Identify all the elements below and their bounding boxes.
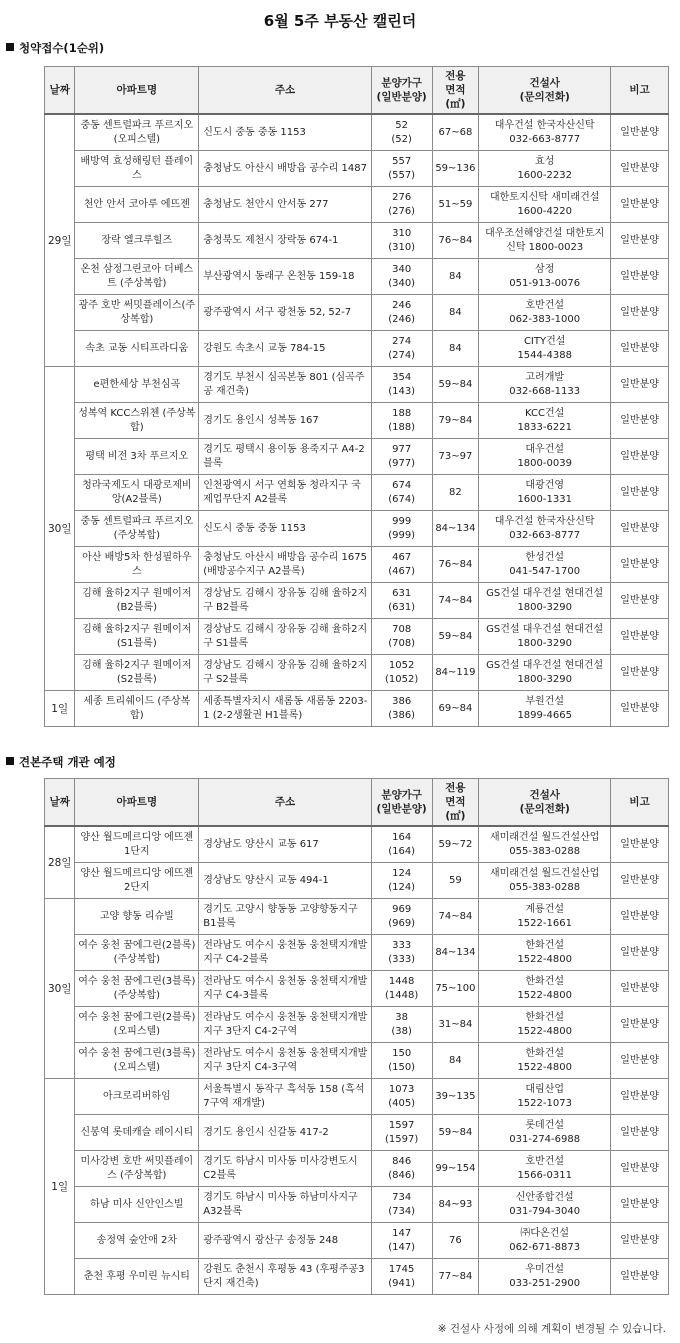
area-range: 59~84 <box>432 619 479 655</box>
area-range: 51~59 <box>432 187 479 223</box>
table-row <box>45 1259 669 1295</box>
table-row <box>45 583 669 619</box>
header-note: 비고 <box>611 67 669 115</box>
apartment-name: 송정역 숲안애 2차 <box>75 1223 199 1259</box>
header-address: 주소 <box>199 779 371 827</box>
address: 전라남도 여수시 웅천동 웅천택지개발지구 C4-3블록 <box>199 971 371 1007</box>
subscription-table <box>44 66 669 727</box>
units-count: 977 (977) <box>371 439 432 475</box>
address: 신도시 중동 중동 1153 <box>199 511 371 547</box>
address: 강원도 춘천시 후평동 43 (후평주공3단지 재건축) <box>199 1259 371 1295</box>
date-cell: 29일 <box>45 114 75 367</box>
square-bullet-icon <box>6 757 14 765</box>
area-range: 79~84 <box>432 403 479 439</box>
note-type: 일반분양 <box>611 1187 669 1223</box>
units-count: 276 (276) <box>371 187 432 223</box>
apartment-name: 중동 센트럴파크 푸르지오 (오피스텔) <box>75 114 199 151</box>
note-type: 일반분양 <box>611 187 669 223</box>
builder-contact: 대우조선해양건설 대한토지신탁 1800-0023 <box>479 223 611 259</box>
note-type: 일반분양 <box>611 1151 669 1187</box>
builder-contact: 대한토지신탁 새미래건설 1600-4220 <box>479 187 611 223</box>
builder-contact: 한화건설 1522-4800 <box>479 971 611 1007</box>
builder-contact: 한화건설 1522-4800 <box>479 935 611 971</box>
note-type: 일반분양 <box>611 691 669 727</box>
units-count: 274 (274) <box>371 331 432 367</box>
units-count: 188 (188) <box>371 403 432 439</box>
units-count: 246 (246) <box>371 295 432 331</box>
area-range: 59~84 <box>432 1115 479 1151</box>
square-bullet-icon <box>6 43 14 51</box>
apartment-name: 평택 비전 3차 푸르지오 <box>75 439 199 475</box>
header-units: 분양가구 (일반분양) <box>371 779 432 827</box>
note-type: 일반분양 <box>611 1115 669 1151</box>
apartment-name: 춘천 후평 우미린 뉴시티 <box>75 1259 199 1295</box>
builder-contact: 새미래건설 월드건설산업 055-383-0288 <box>479 863 611 899</box>
builder-contact: 새미래건설 월드건설산업 055-383-0288 <box>479 826 611 863</box>
address: 충청남도 아산시 배방읍 공수리 1487 <box>199 151 371 187</box>
area-range: 67~68 <box>432 114 479 151</box>
units-count: 734 (734) <box>371 1187 432 1223</box>
address: 경상남도 김해시 장유동 김해 율하2지구 S2블록 <box>199 655 371 691</box>
note-type: 일반분양 <box>611 863 669 899</box>
section-title-text: 청약접수(1순위) <box>19 41 105 55</box>
area-range: 59~72 <box>432 826 479 863</box>
units-count: 340 (340) <box>371 259 432 295</box>
apartment-name: 아크로리버하임 <box>75 1079 199 1115</box>
apartment-name: 아산 배방5차 한성필하우스 <box>75 547 199 583</box>
note-type: 일반분양 <box>611 295 669 331</box>
units-count: 999 (999) <box>371 511 432 547</box>
header-units: 분양가구 (일반분양) <box>371 67 432 115</box>
area-range: 84 <box>432 259 479 295</box>
note-type: 일반분양 <box>611 475 669 511</box>
section-title-model-house <box>6 754 116 770</box>
table-row <box>45 863 669 899</box>
table-row <box>45 1043 669 1079</box>
header-apartment: 아파트명 <box>75 779 199 827</box>
apartment-name: 광주 호반 써밋플레이스(주상복합) <box>75 295 199 331</box>
apartment-name: 고양 향동 리슈빌 <box>75 899 199 935</box>
units-count: 147 (147) <box>371 1223 432 1259</box>
table-row <box>45 691 669 727</box>
apartment-name: 김해 율하2지구 원메이저(B2블록) <box>75 583 199 619</box>
address: 경상남도 양산시 교동 617 <box>199 826 371 863</box>
table-row <box>45 899 669 935</box>
units-count: 1073 (405) <box>371 1079 432 1115</box>
builder-contact: GS건설 대우건설 현대건설 1800-3290 <box>479 655 611 691</box>
builder-contact: 우미건설 033-251-2900 <box>479 1259 611 1295</box>
area-range: 84~134 <box>432 935 479 971</box>
builder-contact: 신안종합건설 031-794-3040 <box>479 1187 611 1223</box>
header-area: 전용 면적 (㎡) <box>432 779 479 827</box>
area-range: 31~84 <box>432 1007 479 1043</box>
area-range: 39~135 <box>432 1079 479 1115</box>
note-type: 일반분양 <box>611 899 669 935</box>
note-type: 일반분양 <box>611 511 669 547</box>
table-row <box>45 439 669 475</box>
header-date: 날짜 <box>45 67 75 115</box>
area-range: 59 <box>432 863 479 899</box>
builder-contact: CITY건설 1544-4388 <box>479 331 611 367</box>
address: 전라남도 여수시 웅천동 웅천택지개발지구 C4-2블록 <box>199 935 371 971</box>
apartment-name: 김해 율하2지구 원메이저(S2블록) <box>75 655 199 691</box>
table-row <box>45 475 669 511</box>
date-cell: 30일 <box>45 899 75 1079</box>
header-builder: 건설사 (문의전화) <box>479 67 611 115</box>
apartment-name: 여수 웅천 꿈에그린(2블록) (주상복합) <box>75 935 199 971</box>
units-count: 708 (708) <box>371 619 432 655</box>
units-count: 674 (674) <box>371 475 432 511</box>
apartment-name: 천안 안서 코아루 에뜨젠 <box>75 187 199 223</box>
area-range: 76 <box>432 1223 479 1259</box>
table-row <box>45 259 669 295</box>
units-count: 467 (467) <box>371 547 432 583</box>
table-row <box>45 511 669 547</box>
table-row <box>45 655 669 691</box>
area-range: 77~84 <box>432 1259 479 1295</box>
table-row <box>45 367 669 403</box>
table-header-row <box>45 779 669 827</box>
area-range: 74~84 <box>432 583 479 619</box>
address: 신도시 중동 중동 1153 <box>199 114 371 151</box>
units-count: 354 (143) <box>371 367 432 403</box>
apartment-name: 미사강변 호반 써밋플레이스 (주상복합) <box>75 1151 199 1187</box>
address: 전라남도 여수시 웅천동 웅천택지개발지구 3단지 C4-2구역 <box>199 1007 371 1043</box>
area-range: 59~84 <box>432 367 479 403</box>
table-row <box>45 114 669 151</box>
area-range: 76~84 <box>432 547 479 583</box>
apartment-name: 여수 웅천 꿈에그린(3블록) (주상복합) <box>75 971 199 1007</box>
note-type: 일반분양 <box>611 583 669 619</box>
note-type: 일반분양 <box>611 403 669 439</box>
units-count: 124 (124) <box>371 863 432 899</box>
address: 인천광역시 서구 연희동 청라지구 국제업무단지 A2블록 <box>199 475 371 511</box>
units-count: 333 (333) <box>371 935 432 971</box>
section-title-subscription <box>6 40 104 56</box>
date-cell: 1일 <box>45 691 75 727</box>
address: 경기도 하남시 미사동 하남미사지구 A32블록 <box>199 1187 371 1223</box>
apartment-name: 온천 삼정그린코아 더베스트 (주상복합) <box>75 259 199 295</box>
apartment-name: 양산 월드메르디앙 에뜨젠 2단지 <box>75 863 199 899</box>
builder-contact: ㈜다온건설 062-671-8873 <box>479 1223 611 1259</box>
address: 전라남도 여수시 웅천동 웅천택지개발지구 3단지 C4-3구역 <box>199 1043 371 1079</box>
area-range: 84~93 <box>432 1187 479 1223</box>
note-type: 일반분양 <box>611 619 669 655</box>
header-area: 전용 면적 (㎡) <box>432 67 479 115</box>
header-note: 비고 <box>611 779 669 827</box>
units-count: 164 (164) <box>371 826 432 863</box>
address: 경기도 평택시 용이동 용죽지구 A4-2블록 <box>199 439 371 475</box>
table-row <box>45 935 669 971</box>
address: 경기도 부천시 심곡본동 801 (심곡주공 재건축) <box>199 367 371 403</box>
table-row <box>45 223 669 259</box>
header-builder: 건설사 (문의전화) <box>479 779 611 827</box>
table-row <box>45 826 669 863</box>
address: 광주광역시 서구 광천동 52, 52-7 <box>199 295 371 331</box>
units-count: 52 (52) <box>371 114 432 151</box>
units-count: 150 (150) <box>371 1043 432 1079</box>
header-address: 주소 <box>199 67 371 115</box>
units-count: 1597 (1597) <box>371 1115 432 1151</box>
builder-contact: 대우건설 한국자산신탁 032-663-8777 <box>479 511 611 547</box>
table-row <box>45 619 669 655</box>
table-row <box>45 1079 669 1115</box>
units-count: 310 (310) <box>371 223 432 259</box>
address: 경상남도 김해시 장유동 김해 율하2지구 S1블록 <box>199 619 371 655</box>
apartment-name: 속초 교동 시티프라디움 <box>75 331 199 367</box>
address: 경상남도 김해시 장유동 김해 율하2지구 B2블록 <box>199 583 371 619</box>
builder-contact: 부원건설 1899-4665 <box>479 691 611 727</box>
apartment-name: 하남 미사 신안인스빌 <box>75 1187 199 1223</box>
builder-contact: 대림산업 1522-1073 <box>479 1079 611 1115</box>
section-title-text: 견본주택 개관 예정 <box>19 755 116 769</box>
note-type: 일반분양 <box>611 259 669 295</box>
address: 경기도 하남시 미사동 미사강변도시 C2블록 <box>199 1151 371 1187</box>
note-type: 일반분양 <box>611 114 669 151</box>
table-row <box>45 151 669 187</box>
address: 경기도 용인시 성복동 167 <box>199 403 371 439</box>
apartment-name: 청라국제도시 대광로제비앙(A2블록) <box>75 475 199 511</box>
footnote: ※ 건설사 사정에 의해 계획이 변경될 수 있습니다. <box>437 1323 666 1335</box>
note-type: 일반분양 <box>611 1007 669 1043</box>
area-range: 73~97 <box>432 439 479 475</box>
table-row <box>45 1187 669 1223</box>
address: 광주광역시 광산구 송정동 248 <box>199 1223 371 1259</box>
address: 경기도 용인시 신갈동 417-2 <box>199 1115 371 1151</box>
table-row <box>45 187 669 223</box>
apartment-name: 여수 웅천 꿈에그린(2블록) (오피스텔) <box>75 1007 199 1043</box>
units-count: 557 (557) <box>371 151 432 187</box>
area-range: 84 <box>432 331 479 367</box>
units-count: 846 (846) <box>371 1151 432 1187</box>
note-type: 일반분양 <box>611 826 669 863</box>
builder-contact: 대우건설 1800-0039 <box>479 439 611 475</box>
table-header-row <box>45 67 669 115</box>
table-row <box>45 1007 669 1043</box>
area-range: 84 <box>432 295 479 331</box>
apartment-name: 양산 월드메르디앙 에뜨젠 1단지 <box>75 826 199 863</box>
area-range: 69~84 <box>432 691 479 727</box>
apartment-name: 배방역 효성해링턴 플레이스 <box>75 151 199 187</box>
builder-contact: 대우건설 한국자산신탁 032-663-8777 <box>479 114 611 151</box>
table-row <box>45 295 669 331</box>
address: 경상남도 양산시 교동 494-1 <box>199 863 371 899</box>
apartment-name: 성복역 KCC스위첸 (주상복합) <box>75 403 199 439</box>
apartment-name: 여수 웅천 꿈에그린(3블록) (오피스텔) <box>75 1043 199 1079</box>
builder-contact: 계룡건설 1522-1661 <box>479 899 611 935</box>
address: 서울특별시 동작구 흑석동 158 (흑석7구역 재개발) <box>199 1079 371 1115</box>
address: 충청북도 제천시 장락동 674-1 <box>199 223 371 259</box>
address: 부산광역시 동래구 온천동 159-18 <box>199 259 371 295</box>
area-range: 84~119 <box>432 655 479 691</box>
builder-contact: 대광건영 1600-1331 <box>479 475 611 511</box>
note-type: 일반분양 <box>611 1223 669 1259</box>
apartment-name: e편한세상 부천심곡 <box>75 367 199 403</box>
table-row <box>45 547 669 583</box>
area-range: 99~154 <box>432 1151 479 1187</box>
table-row <box>45 971 669 1007</box>
table-row <box>45 1223 669 1259</box>
builder-contact: GS건설 대우건설 현대건설 1800-3290 <box>479 619 611 655</box>
date-cell: 28일 <box>45 826 75 899</box>
address: 세종특별자치시 새롬동 새롬동 2203-1 (2-2생활권 H1블록) <box>199 691 371 727</box>
apartment-name: 신봉역 롯데캐슬 레이시티 <box>75 1115 199 1151</box>
date-cell: 1일 <box>45 1079 75 1295</box>
table-row <box>45 1151 669 1187</box>
apartment-name: 김해 율하2지구 원메이저(S1블록) <box>75 619 199 655</box>
note-type: 일반분양 <box>611 439 669 475</box>
table-row <box>45 403 669 439</box>
page-title: 6월 5주 부동산 캘린더 <box>263 12 417 30</box>
note-type: 일반분양 <box>611 1043 669 1079</box>
note-type: 일반분양 <box>611 151 669 187</box>
builder-contact: 한화건설 1522-4800 <box>479 1043 611 1079</box>
header-apartment: 아파트명 <box>75 67 199 115</box>
builder-contact: 한화건설 1522-4800 <box>479 1007 611 1043</box>
units-count: 1745 (941) <box>371 1259 432 1295</box>
area-range: 75~100 <box>432 971 479 1007</box>
table-row <box>45 331 669 367</box>
units-count: 969 (969) <box>371 899 432 935</box>
area-range: 59~136 <box>432 151 479 187</box>
address: 강원도 속초시 교동 784-15 <box>199 331 371 367</box>
builder-contact: 한성건설 041-547-1700 <box>479 547 611 583</box>
area-range: 84 <box>432 1043 479 1079</box>
note-type: 일반분양 <box>611 223 669 259</box>
note-type: 일반분양 <box>611 331 669 367</box>
table-row <box>45 1115 669 1151</box>
date-cell: 30일 <box>45 367 75 691</box>
note-type: 일반분양 <box>611 1259 669 1295</box>
note-type: 일반분양 <box>611 655 669 691</box>
apartment-name: 중동 센트럴파크 푸르지오 (주상복합) <box>75 511 199 547</box>
apartment-name: 장락 엘크루힐즈 <box>75 223 199 259</box>
builder-contact: 롯데건설 031-274-6988 <box>479 1115 611 1151</box>
units-count: 631 (631) <box>371 583 432 619</box>
units-count: 1052 (1052) <box>371 655 432 691</box>
area-range: 84~134 <box>432 511 479 547</box>
area-range: 76~84 <box>432 223 479 259</box>
address: 충청남도 아산시 배방읍 공수리 1675 (배방공수지구 A2블록) <box>199 547 371 583</box>
address: 경기도 고양시 향동동 고양향동지구 B1블록 <box>199 899 371 935</box>
area-range: 82 <box>432 475 479 511</box>
builder-contact: 삼정 051-913-0076 <box>479 259 611 295</box>
builder-contact: KCC건설 1833-6221 <box>479 403 611 439</box>
note-type: 일반분양 <box>611 367 669 403</box>
builder-contact: 고려개발 032-668-1133 <box>479 367 611 403</box>
units-count: 386 (386) <box>371 691 432 727</box>
builder-contact: GS건설 대우건설 현대건설 1800-3290 <box>479 583 611 619</box>
note-type: 일반분양 <box>611 971 669 1007</box>
apartment-name: 세종 트리쉐이드 (주상복합) <box>75 691 199 727</box>
units-count: 38 (38) <box>371 1007 432 1043</box>
address: 충청남도 천안시 안서동 277 <box>199 187 371 223</box>
note-type: 일반분양 <box>611 1079 669 1115</box>
model-house-table <box>44 778 669 1295</box>
builder-contact: 호반건설 1566-0311 <box>479 1151 611 1187</box>
header-date: 날짜 <box>45 779 75 827</box>
note-type: 일반분양 <box>611 935 669 971</box>
note-type: 일반분양 <box>611 547 669 583</box>
units-count: 1448 (1448) <box>371 971 432 1007</box>
builder-contact: 효성 1600-2232 <box>479 151 611 187</box>
builder-contact: 호반건설 062-383-1000 <box>479 295 611 331</box>
area-range: 74~84 <box>432 899 479 935</box>
